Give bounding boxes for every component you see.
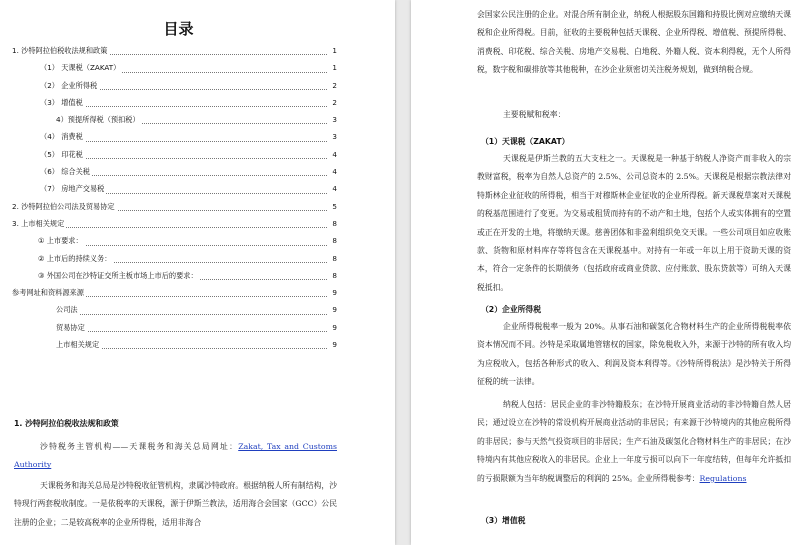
toc-leader-dots <box>56 296 333 314</box>
toc-entry-label: 1. 沙特阿拉伯税收法规和政策 <box>12 42 109 59</box>
toc-entry-label: ① 上市要求： <box>38 232 85 249</box>
toc-entry-page: 8 <box>327 250 337 267</box>
toc-entry-page: 9 <box>327 301 337 318</box>
toc-entry-label: 上市相关规定 <box>56 336 101 353</box>
toc-entry-label: ② 上市后的持续义务： <box>38 250 113 267</box>
toc-title: 目录 <box>163 20 194 38</box>
regulations-link[interactable]: Regulations <box>699 473 747 483</box>
heading-vat: （3）增值税 <box>481 516 526 525</box>
section-heading-tax-laws: 1. 沙特阿拉伯税收法规和政策 <box>14 419 119 428</box>
toc-entry-page: 9 <box>327 336 337 353</box>
heading-corporate-income-tax: （2）企业所得税 <box>481 305 542 314</box>
toc-entry-page: 1 <box>327 59 337 76</box>
paragraph-tax-systems: 天课税务和海关总局是沙特税收征管机构，隶属沙特政府。根据纳税人所有制结构，沙特现行两套税收制度。一是依税率的天课税，源于伊斯兰教法，适用海合会国家（GCC）公民注册的企业；二是较高税率的企业所得税，适用非海合 <box>14 481 337 527</box>
toc-entry-label: ③ 外国公司在沙特证交所主板市场上市后的要求： <box>38 267 200 284</box>
toc-entry-page: 9 <box>327 284 337 301</box>
taxpayers-text: 纳税人包括：居民企业的非沙特籍股东；在沙特开展商业活动的非沙特籍自然人居民；通过设立在沙特的常设机构开展商业活动的非居民；有来源于沙特境内的其他应税所得的非居民；参与天然气投资项目的非居民；生产石油及碳氢化合物材料生产的非居民；在沙特境内有其他应税收入的非居民。企业上一年度亏损可以向下一年度结转，但每年允许抵扣的亏损限额为当年纳税调整后的利润的 25%。企业所得税参考： <box>477 400 791 483</box>
toc-entry-label: 3. 上市相关规定 <box>12 215 66 232</box>
paragraph-zakat: 天课税是伊斯兰教的五大支柱之一。天课税是一种基于纳税人净资产而非收入的宗教财富税，税率为自然人总资产的 2.5%、公司总资本的 2.5%。天课税是根据宗教法律对特斯林企业征收的所得税，相当于对穆斯林企业征收的企业所得税。新天课税草案对天课税的税基范围进行了变更。为交易或租赁而持有的不动产和土地，包括个人或实体拥有的空置或正在开发的土地，将缴纳天课。慈善团体和非盈利组织免交天课。一些公司项目如应收账款、货物和原材料库存等将包含在天课税基中。对持有一年或一年以上用于资助天课的资本，符合一定条件的长期债务（包括政府或商业贷款、应付账款、股东贷款等）可纳入天课税抵扣。 <box>477 154 791 292</box>
toc-entry-page: 2 <box>327 77 337 94</box>
paragraph-authority <box>14 438 337 475</box>
toc-entry-page: 3 <box>327 128 337 145</box>
toc-entry-page: 4 <box>327 146 337 163</box>
zakat-authority-link[interactable]: Zakat, Tax and Customs Authority <box>14 442 338 470</box>
toc-entry-label: 参考网址和资料源来源 <box>12 284 86 301</box>
toc-entry-label: （7） 房地产交易税 <box>40 180 106 197</box>
toc-entry-label: （5） 印花税 <box>40 146 85 163</box>
main-taxes-label: 主要税赋和税率： <box>503 110 566 119</box>
toc-entry-page: 1 <box>327 42 337 59</box>
toc-entry-page: 2 <box>327 94 337 111</box>
toc-entry-page: 4 <box>327 163 337 180</box>
toc-entry-label: （6） 综合关税 <box>40 163 92 180</box>
toc-entry-page: 8 <box>327 232 337 249</box>
toc-entry-label: （4） 消费税 <box>40 128 85 145</box>
paragraph-intro: 会国家公民注册的企业。对混合所有制企业，纳税人根据股东国籍和持股比例对应缴纳天课税和企业所得税。目前，征收的主要税种包括天课税、企业所得税、增值税、预提所得税、消费税、印花税、综合关税、房地产交易税、白地税、外籍人税、资本利得税，无个人所得税，数字税和碳排放等其他税种，在沙企业须密切关注税务规划，做到纳税合规。 <box>477 10 791 75</box>
toc-entry-label: （3） 增值税 <box>40 94 85 111</box>
toc-leader-dots <box>56 314 333 332</box>
toc-entry-page: 8 <box>327 215 337 232</box>
table-of-contents <box>0 42 395 353</box>
paragraph-corporate-income-tax: 企业所得税税率一般为 20%。从事石油和碳氢化合物材料生产的企业所得税税率依资本情况而不同。沙特是采取属地管辖权的国家，除免税收入外，来源于沙特的所有收入均为应税收入，包括各种形式的收入、利润及资本利得等。《沙特所得税法》是沙特关于所得征税的统一法律。 <box>477 322 791 387</box>
toc-entry-page: 4 <box>327 180 337 197</box>
toc-entry-label: （2） 企业所得税 <box>40 77 99 94</box>
toc-entry-label: （1） 天课税（ZAKAT） <box>40 59 122 76</box>
toc-entry-page: 8 <box>327 267 337 284</box>
authority-text: 沙特税务主管机构——天课税务和海关总局网址： <box>40 442 239 451</box>
document-page-right <box>411 0 805 545</box>
heading-zakat: （1）天课税（ZAKAT） <box>481 137 570 146</box>
toc-entry-label: 2. 沙特阿拉伯公司法及贸易协定 <box>12 198 117 215</box>
toc-entry[interactable] <box>0 336 395 353</box>
toc-entry-label: 4）预提所得税（预扣税） <box>56 111 142 128</box>
toc-entry-page: 5 <box>327 198 337 215</box>
toc-entry-page: 9 <box>327 319 337 336</box>
document-page-left <box>0 0 395 545</box>
paragraph-taxpayers <box>477 396 791 488</box>
toc-entry-label: 公司法 <box>56 301 80 318</box>
toc-entry-page: 3 <box>327 111 337 128</box>
toc-entry-label: 贸易协定 <box>56 319 87 336</box>
